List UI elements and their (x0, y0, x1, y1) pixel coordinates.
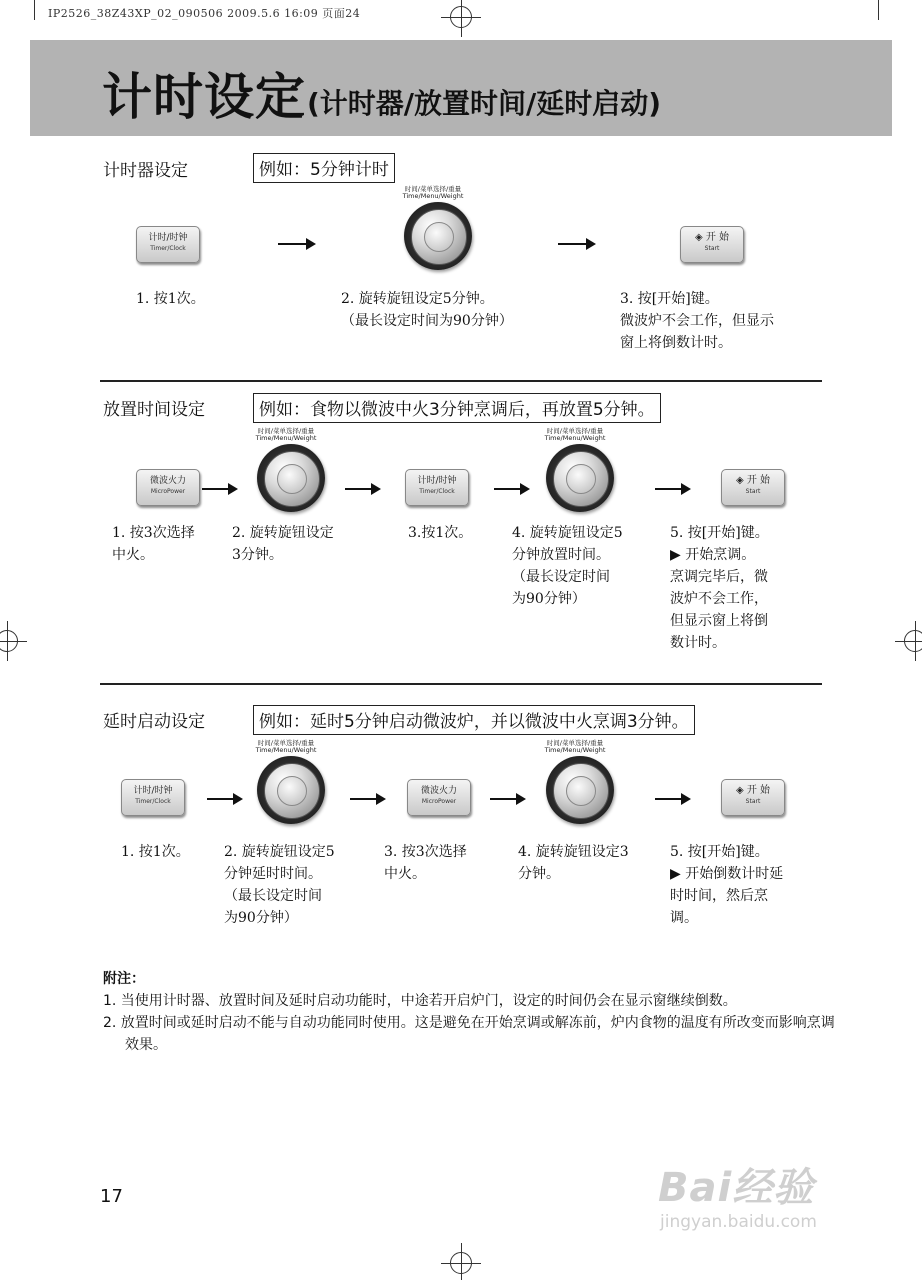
crop-mark (878, 0, 879, 20)
step-line: 1. 按1次。 (136, 291, 205, 307)
registration-mark (0, 630, 18, 652)
dial-sublabel: Time/Menu/Weight (544, 746, 606, 754)
step-text (408, 522, 472, 544)
step-text (384, 841, 467, 885)
dial-label: 时间/菜单选择/重量 (257, 427, 315, 435)
button-sublabel: Timer/Clock (419, 488, 455, 495)
step-line: 为90分钟） (224, 910, 298, 926)
divider (100, 380, 822, 382)
step-line: 1. 按1次。 (121, 844, 190, 860)
dial-label: 时间/菜单选择/重量 (546, 427, 604, 435)
button-label: 微波火力 (149, 476, 186, 486)
button-sublabel: MicroPower (421, 798, 457, 805)
arrow-icon (202, 488, 236, 490)
micro-power-button[interactable] (407, 779, 471, 816)
time-menu-weight-dial[interactable] (393, 186, 473, 278)
step-text (112, 522, 195, 566)
registration-mark (450, 1252, 472, 1274)
step-line: 3. 按3次选择 (384, 844, 467, 860)
step-line: 2. 旋转旋钮设定 (232, 525, 334, 541)
button-sublabel: Start (745, 488, 761, 495)
micro-power-button[interactable] (136, 469, 200, 506)
notes-heading: 附注： (103, 971, 145, 987)
button-label: 计时/时钟 (133, 786, 173, 796)
step-line: 2. 旋转旋钮设定5分钟。 (341, 291, 494, 307)
time-menu-weight-dial[interactable] (246, 740, 326, 832)
arrow-icon (655, 488, 689, 490)
divider (100, 683, 822, 685)
example-box: 例如：食物以微波中火3分钟烹调后，再放置5分钟。 (253, 393, 661, 423)
button-label: ◈ 开 始 (694, 232, 730, 243)
step-line: 但显示窗上将倒 (670, 613, 768, 629)
button-label: 微波火力 (420, 786, 457, 796)
arrow-icon (490, 798, 524, 800)
step-line: 波炉不会工作， (670, 591, 768, 607)
dial-sublabel: Time/Menu/Weight (402, 192, 464, 200)
arrow-icon (350, 798, 384, 800)
step-line: 窗上将倒数计时。 (620, 335, 732, 351)
notes (103, 968, 843, 1056)
dial-knob-icon (546, 756, 614, 824)
page-title: 计时设定 (102, 68, 306, 126)
button-sublabel: Timer/Clock (150, 245, 186, 252)
step-text (121, 841, 190, 863)
time-menu-weight-dial[interactable] (535, 740, 615, 832)
step-text (341, 288, 513, 332)
dial-sublabel: Time/Menu/Weight (255, 434, 317, 442)
step-line: 5. 按[开始]键。 (670, 525, 769, 541)
step-line: ▶ 开始倒数计时延 (670, 866, 784, 882)
step-line: 为90分钟） (512, 591, 586, 607)
baidu-watermark (650, 1150, 880, 1240)
button-sublabel: Timer/Clock (135, 798, 171, 805)
step-line: 微波炉不会工作，但显示 (620, 313, 774, 329)
watermark-logo: Bai经验 (658, 1165, 815, 1211)
button-label: 计时/时钟 (148, 233, 188, 243)
step-line: 3分钟。 (232, 547, 283, 563)
step-line: 分钟放置时间。 (512, 547, 610, 563)
step-text (136, 288, 205, 310)
print-header: IP2526_38Z43XP_02_090506 2009.5.6 16:09 页面24 (48, 7, 361, 20)
timer-clock-button[interactable] (121, 779, 185, 816)
step-text (670, 522, 769, 654)
dial-knob-icon (257, 756, 325, 824)
step-text (232, 522, 334, 566)
dial-label: 时间/菜单选择/重量 (257, 739, 315, 747)
arrow-icon (558, 243, 594, 245)
timer-clock-button[interactable] (136, 226, 200, 263)
step-line: 3. 按[开始]键。 (620, 291, 719, 307)
arrow-icon (345, 488, 379, 490)
start-button[interactable] (721, 469, 785, 506)
step-text (224, 841, 335, 929)
button-sublabel: MicroPower (150, 488, 186, 495)
step-line: 4. 旋转旋钮设定3 (518, 844, 629, 860)
step-line: 5. 按[开始]键。 (670, 844, 769, 860)
arrow-icon (278, 243, 314, 245)
section-label-timer: 计时器设定 (103, 161, 188, 181)
note-item: 2. 放置时间或延时启动不能与自动功能同时使用。这是避免在开始烹调或解冻前，炉内食物的温度有所改变而影响烹调效果。 (103, 1015, 835, 1053)
note-item: 1. 当使用计时器、放置时间及延时启动功能时，中途若开启炉门，设定的时间仍会在显示窗继续倒数。 (103, 993, 737, 1009)
step-line: 2. 旋转旋钮设定5 (224, 844, 335, 860)
page-subtitle: (计时器/放置时间/延时启动) (307, 87, 662, 120)
dial-label: 时间/菜单选择/重量 (546, 739, 604, 747)
step-line: 1. 按3次选择 (112, 525, 195, 541)
title-bar (30, 40, 892, 136)
dial-label: 时间/菜单选择/重量 (404, 185, 462, 193)
step-text (620, 288, 774, 354)
start-button[interactable] (721, 779, 785, 816)
start-button[interactable] (680, 226, 744, 263)
step-line: ▶ 开始烹调。 (670, 547, 756, 563)
step-text (518, 841, 629, 885)
example-box: 例如：5分钟计时 (253, 153, 395, 183)
example-box: 例如：延时5分钟启动微波炉，并以微波中火烹调3分钟。 (253, 705, 695, 735)
step-line: 数计时。 (670, 635, 726, 651)
section-label-delay-start: 延时启动设定 (103, 712, 205, 732)
time-menu-weight-dial[interactable] (535, 428, 615, 520)
watermark-url: jingyan.baidu.com (660, 1212, 817, 1232)
step-line: 分钟。 (518, 866, 560, 882)
crop-mark (34, 0, 35, 20)
timer-clock-button[interactable] (405, 469, 469, 506)
step-line: 4. 旋转旋钮设定5 (512, 525, 623, 541)
dial-knob-icon (546, 444, 614, 512)
step-line: 时时间，然后烹 (670, 888, 768, 904)
arrow-icon (207, 798, 241, 800)
button-sublabel: Start (704, 245, 720, 252)
step-line: （最长设定时间为90分钟） (341, 313, 513, 329)
step-line: （最长设定时间 (224, 888, 322, 904)
page-number: 17 (100, 1186, 123, 1207)
button-label: ◈ 开 始 (735, 475, 771, 486)
step-line: 中火。 (384, 866, 426, 882)
step-text (670, 841, 783, 929)
arrow-icon (655, 798, 689, 800)
dial-knob-icon (257, 444, 325, 512)
step-text (512, 522, 623, 610)
dial-sublabel: Time/Menu/Weight (255, 746, 317, 754)
arrow-icon (494, 488, 528, 490)
registration-mark (450, 6, 472, 28)
button-label: ◈ 开 始 (735, 785, 771, 796)
button-sublabel: Start (745, 798, 761, 805)
step-line: 3.按1次。 (408, 525, 473, 541)
registration-mark (904, 630, 922, 652)
dial-sublabel: Time/Menu/Weight (544, 434, 606, 442)
step-line: 烹调完毕后，微 (670, 569, 768, 585)
step-line: 调。 (670, 910, 698, 926)
step-line: （最长设定时间 (512, 569, 610, 585)
button-label: 计时/时钟 (417, 476, 457, 486)
dial-knob-icon (404, 202, 472, 270)
step-line: 分钟延时时间。 (224, 866, 322, 882)
step-line: 中火。 (112, 547, 154, 563)
time-menu-weight-dial[interactable] (246, 428, 326, 520)
section-label-standing-time: 放置时间设定 (103, 400, 205, 420)
